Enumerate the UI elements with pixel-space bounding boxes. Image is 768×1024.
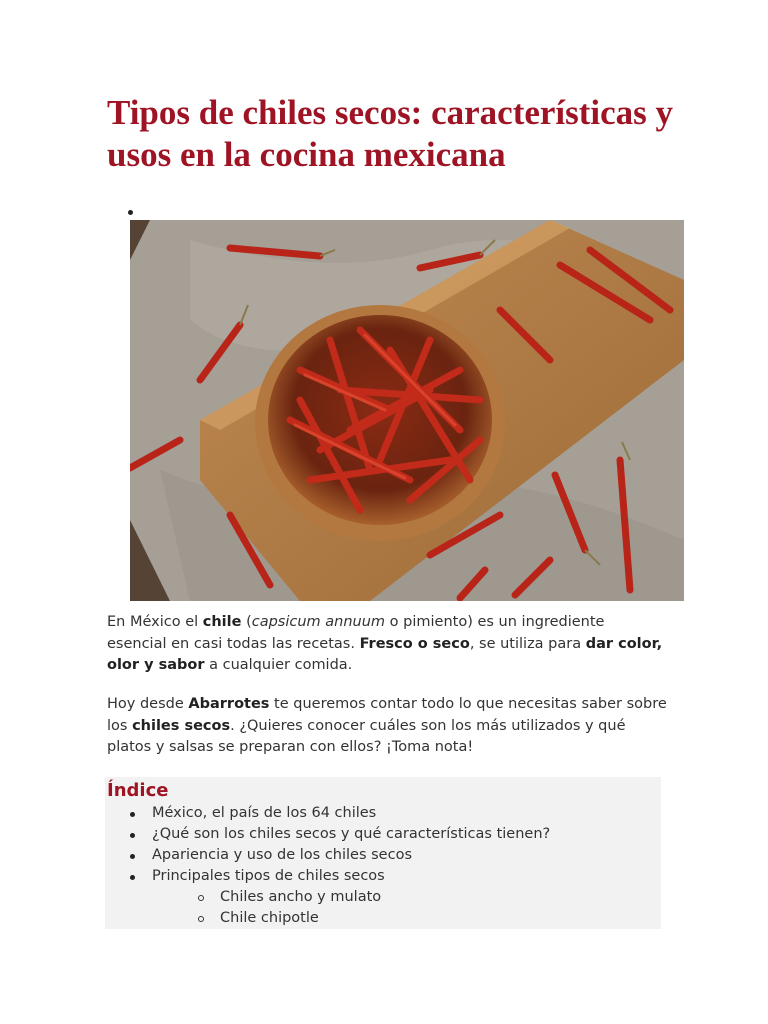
toc-item[interactable]: México, el país de los 64 chiles bbox=[105, 803, 550, 824]
italic-text: capsicum annuum bbox=[251, 614, 386, 630]
toc-item[interactable]: Principales tipos de chiles secos bbox=[105, 866, 550, 887]
bold-text: chile bbox=[202, 614, 242, 630]
table-of-contents bbox=[105, 777, 661, 929]
bold-text: chiles secos bbox=[132, 717, 231, 734]
list-bullet bbox=[128, 210, 133, 215]
bold-text: Abarrotes bbox=[188, 696, 270, 712]
bold-text: dar color, olor y sabor bbox=[107, 635, 663, 673]
toc-subitem[interactable]: Chiles ancho y mulato bbox=[105, 887, 550, 908]
toc-item[interactable]: Apariencia y uso de los chiles secos bbox=[105, 845, 550, 866]
toc-item[interactable]: ¿Qué son los chiles secos y qué características tienen? bbox=[105, 824, 550, 845]
toc-list bbox=[105, 803, 550, 929]
second-paragraph: Hoy desde Abarrotes te queremos contar todo lo que necesitas saber sobre los chiles secos. ¿Quieres conocer cuáles son los más utilizados y qué platos y salsas se preparan con ellos? ¡Toma nota! bbox=[107, 696, 667, 755]
bullet-icon bbox=[130, 812, 135, 817]
hero-image bbox=[130, 220, 684, 601]
hollow-bullet-icon bbox=[198, 916, 204, 922]
hollow-bullet-icon bbox=[198, 895, 204, 901]
bullet-icon bbox=[130, 854, 135, 859]
bullet-icon bbox=[130, 833, 135, 838]
toc-subitem[interactable]: Chile chipotle bbox=[105, 908, 550, 929]
intro-paragraph: En México el chile (capsicum annuum o pimiento) es un ingrediente esencial en casi todas las recetas. Fresco o seco, se utiliza para dar color, olor y sabor a cualquier comida. bbox=[107, 614, 663, 673]
bold-text: Fresco o seco bbox=[359, 635, 470, 652]
toc-title: Índice bbox=[107, 780, 169, 801]
page-title: Tipos de chiles secos: características y usos en la cocina mexicana bbox=[107, 93, 674, 174]
bullet-icon bbox=[130, 875, 135, 880]
